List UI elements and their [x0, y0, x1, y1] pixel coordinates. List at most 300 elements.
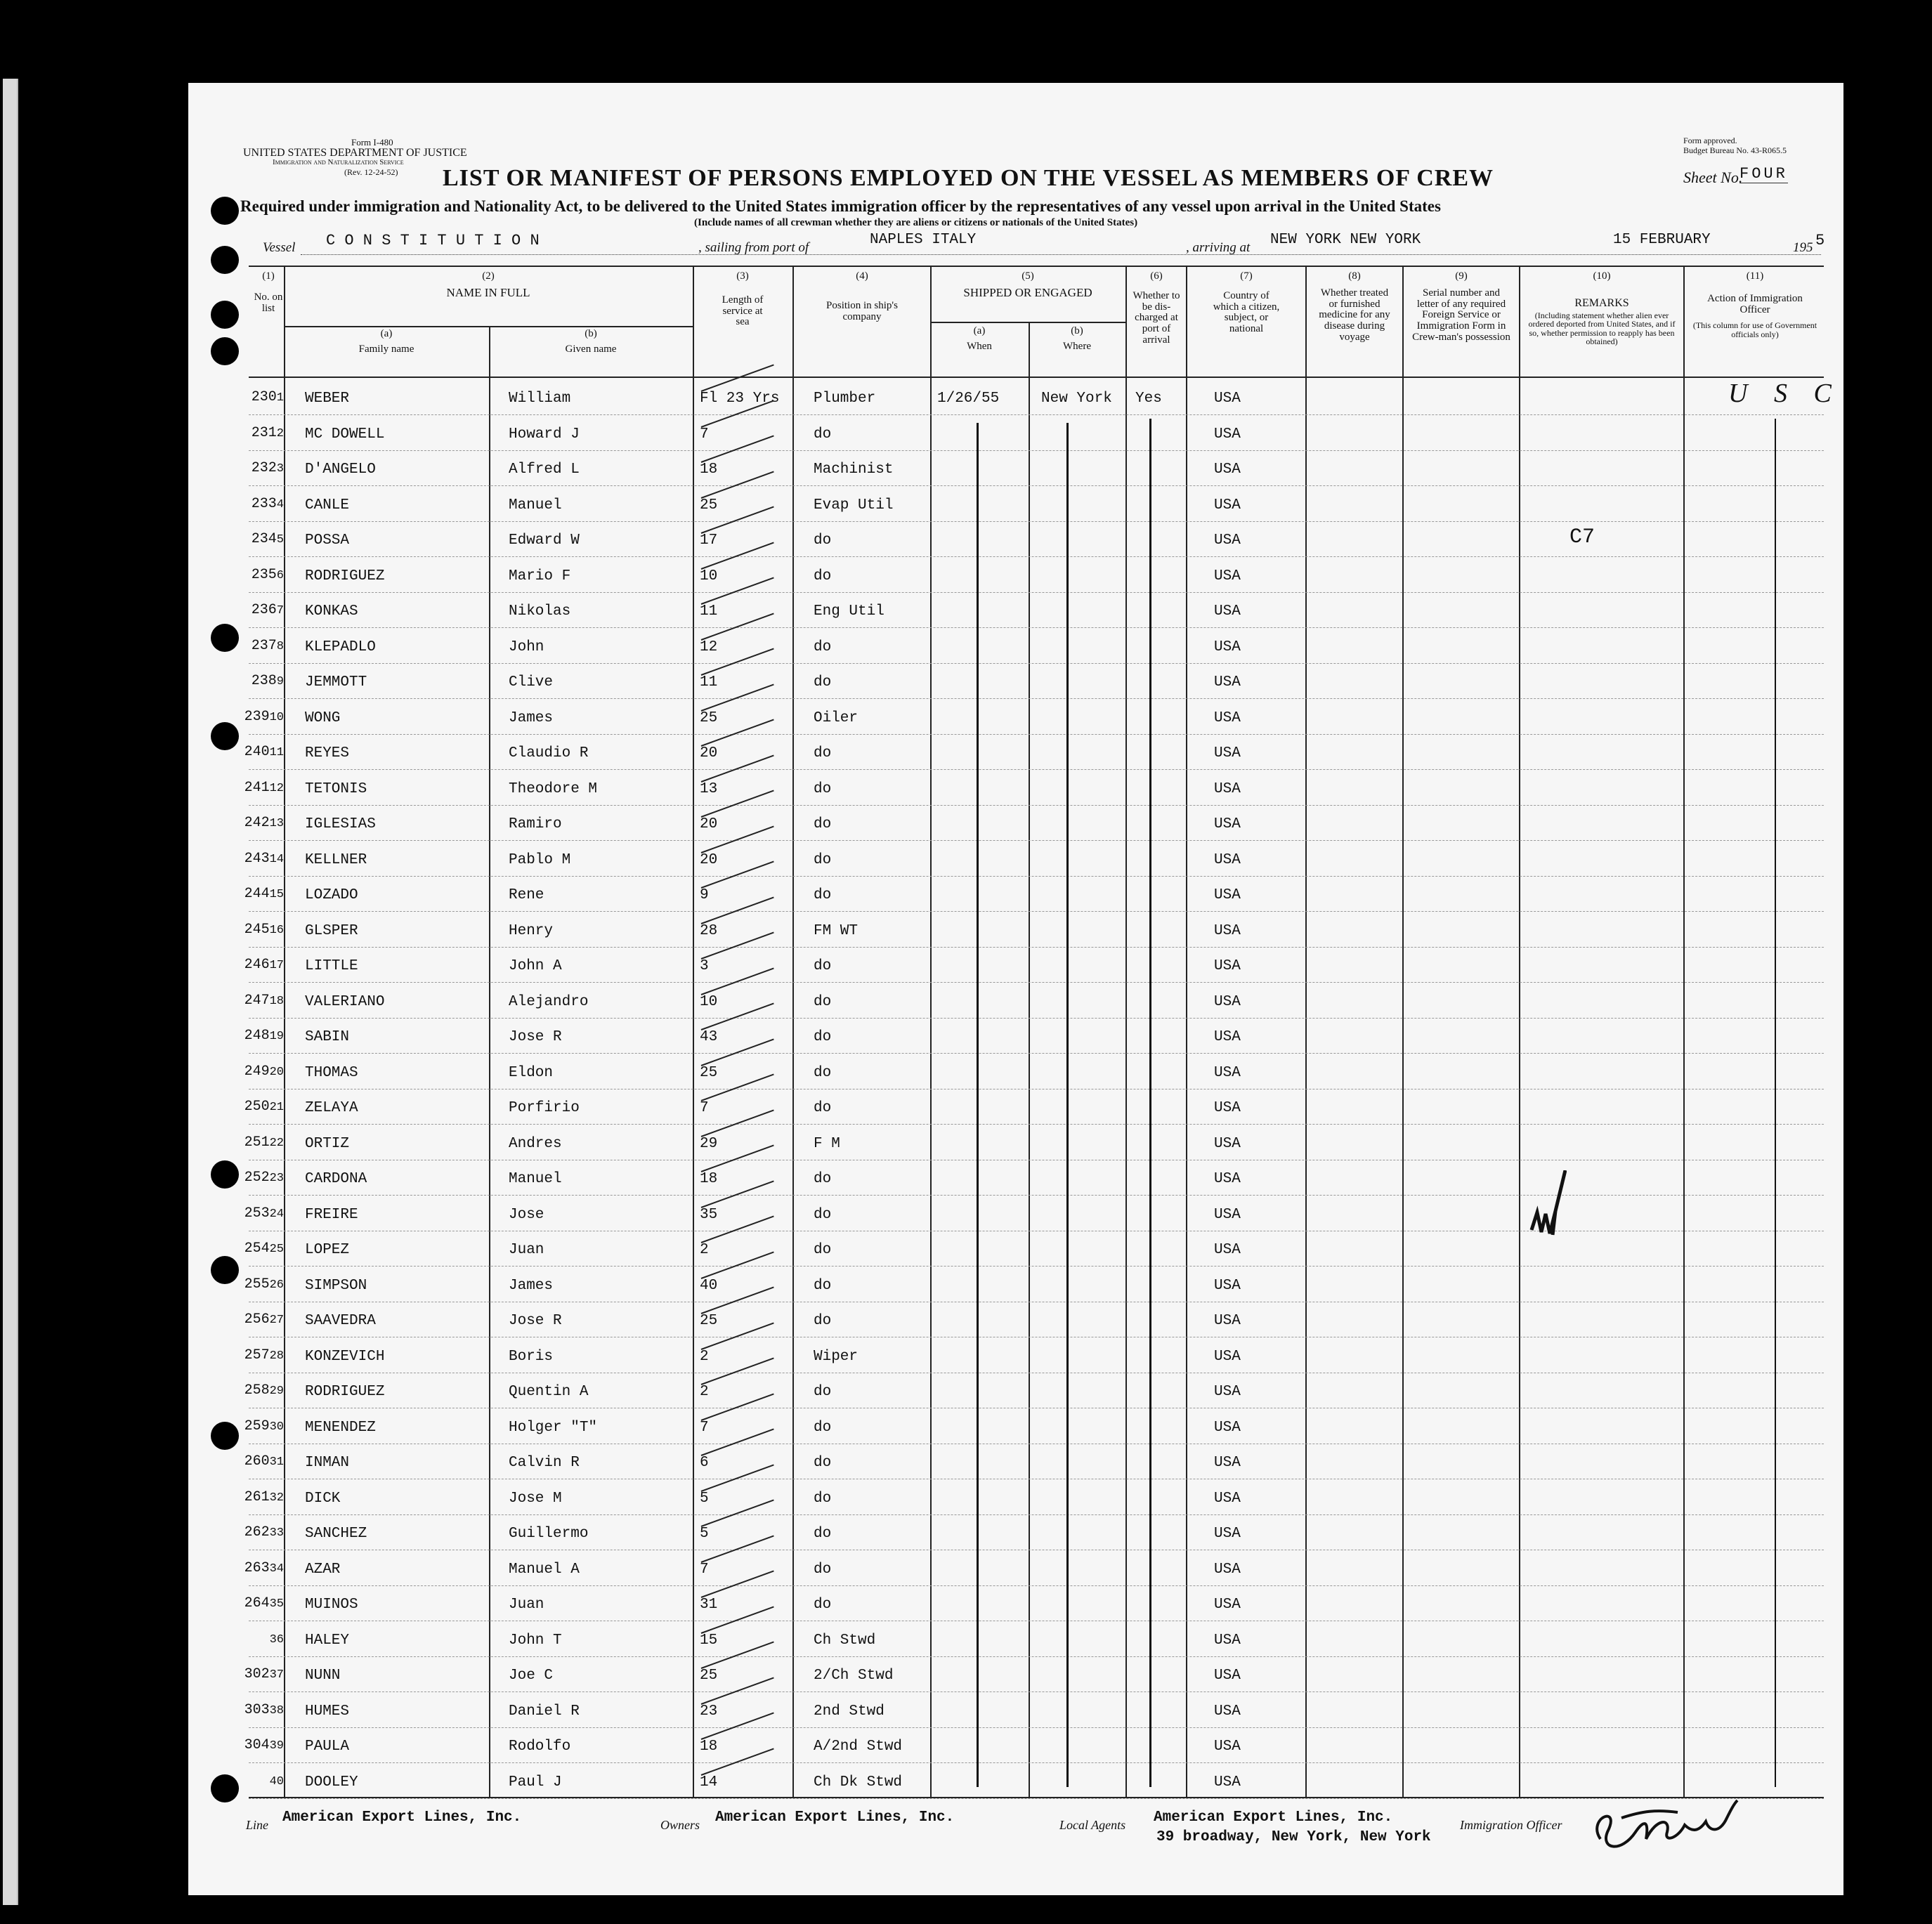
- position-cell: Ch Stwd: [814, 1632, 876, 1649]
- stamp-number: 236: [251, 602, 277, 618]
- ditto-tick: [701, 364, 774, 392]
- agency-line1: UNITED STATES DEPARTMENT OF JUSTICE: [243, 147, 467, 159]
- col5b-num: (b): [1071, 325, 1083, 336]
- col4-num: (4): [856, 270, 868, 282]
- family-name-cell: CANLE: [305, 497, 350, 513]
- service-cell: Fl 23 Yrs: [700, 391, 780, 407]
- given-name-cell: John T: [509, 1632, 562, 1649]
- col2-num: (2): [482, 270, 495, 282]
- service-cell: 25: [700, 497, 718, 513]
- stamp-number: 230: [251, 389, 277, 405]
- col1-label: No. on list: [254, 291, 283, 314]
- service-cell: 5: [700, 1490, 709, 1507]
- list-number: 15: [269, 888, 284, 901]
- service-cell: 7: [700, 1100, 709, 1116]
- stamp-number: 264: [244, 1595, 270, 1611]
- list-number: 6: [276, 568, 284, 582]
- list-number: 26: [269, 1278, 284, 1292]
- family-name-cell: POSSA: [305, 532, 350, 549]
- position-cell: do: [814, 674, 832, 691]
- family-name-cell: KONZEVICH: [305, 1348, 385, 1365]
- service-cell: 7: [700, 426, 709, 443]
- given-name-cell: John: [509, 639, 544, 655]
- position-cell: Evap Util: [814, 497, 894, 513]
- page-edge: [3, 79, 18, 1905]
- family-name-cell: SANCHEZ: [305, 1526, 367, 1542]
- country-cell: USA: [1214, 887, 1241, 903]
- service-cell: 25: [700, 1064, 718, 1081]
- service-cell: 11: [700, 674, 718, 691]
- agency-line2: Immigration and Naturalization Service: [273, 158, 404, 166]
- country-cell: USA: [1214, 674, 1241, 691]
- list-number: 33: [269, 1526, 284, 1540]
- list-number: 28: [269, 1349, 284, 1363]
- given-name-cell: Andres: [509, 1135, 562, 1152]
- col2b-label: Given name: [565, 343, 617, 355]
- given-name-cell: Manuel: [509, 497, 562, 513]
- family-name-cell: RODRIGUEZ: [305, 568, 385, 584]
- stamp-number: 255: [244, 1276, 270, 1293]
- stamp-number: 259: [244, 1418, 270, 1434]
- family-name-cell: TETONIS: [305, 780, 367, 797]
- service-cell: 28: [700, 922, 718, 939]
- binding-holes: [211, 197, 253, 1883]
- given-name-cell: Daniel R: [509, 1703, 580, 1720]
- punch-hole: [211, 1160, 239, 1189]
- stamp-number: 235: [251, 566, 277, 583]
- stamp-number: 256: [244, 1311, 270, 1328]
- given-name-cell: Jose M: [509, 1490, 562, 1507]
- shipped-where-cell: New York: [1041, 391, 1112, 407]
- col5b-label: Where: [1063, 340, 1091, 352]
- family-name-cell: SIMPSON: [305, 1277, 367, 1294]
- given-name-cell: Jose R: [509, 1029, 562, 1045]
- position-cell: do: [814, 532, 832, 549]
- arriving-port: NEW YORK NEW YORK: [1270, 232, 1421, 248]
- service-cell: 7: [700, 1561, 709, 1578]
- given-name-cell: Jose: [509, 1206, 544, 1223]
- service-cell: 2: [700, 1242, 709, 1258]
- family-name-cell: MC DOWELL: [305, 426, 385, 443]
- position-cell: do: [814, 1419, 832, 1436]
- stamp-number: 262: [244, 1524, 270, 1540]
- row-rule: [249, 1514, 1824, 1515]
- given-name-cell: Manuel A: [509, 1561, 580, 1578]
- ditto-line-when: [977, 423, 979, 1787]
- list-number: 21: [269, 1101, 284, 1114]
- country-cell: USA: [1214, 1739, 1241, 1755]
- position-cell: do: [814, 958, 832, 974]
- col1-num: (1): [262, 270, 275, 282]
- stamp-number: 304: [244, 1737, 270, 1753]
- vessel-underline: [301, 254, 1821, 255]
- list-number: 19: [269, 1030, 284, 1043]
- country-cell: USA: [1214, 426, 1241, 443]
- col8-label: Whether treated or furnished medicine for any disease during voyage: [1319, 287, 1390, 343]
- col11-label: Action of Immigration Officer: [1707, 292, 1803, 315]
- col-sep: [1519, 266, 1520, 1797]
- col-sep: [1683, 266, 1685, 1797]
- col5b-header: [1029, 326, 1125, 353]
- country-cell: USA: [1214, 1313, 1241, 1329]
- stamp-number: 244: [244, 886, 270, 902]
- row-rule: [249, 1266, 1824, 1267]
- vessel-label: Vessel: [263, 240, 296, 255]
- col5a-num: (a): [973, 325, 986, 336]
- family-name-cell: WEBER: [305, 391, 350, 407]
- position-cell: do: [814, 1526, 832, 1542]
- form-note: (Include names of all crewman whether they are aliens or citizens or nationals of the United States): [694, 217, 1138, 228]
- family-name-cell: RODRIGUEZ: [305, 1384, 385, 1400]
- country-cell: USA: [1214, 1774, 1241, 1791]
- manifest-sheet: [188, 83, 1843, 1895]
- stamp-number: 303: [244, 1701, 270, 1718]
- revision-date: (Rev. 12-24-52): [344, 167, 398, 177]
- ditto-line-discharge: [1149, 419, 1151, 1787]
- ditto-tick: [701, 1428, 774, 1456]
- list-number: 2: [276, 426, 284, 440]
- form-number: Form I-480: [351, 137, 393, 148]
- position-cell: Ch Dk Stwd: [814, 1774, 903, 1791]
- col10-header: [1520, 271, 1683, 346]
- list-number: 1: [276, 391, 284, 405]
- list-number: 39: [269, 1739, 284, 1753]
- sailing-label: , sailing from port of: [698, 240, 809, 255]
- list-number: 24: [269, 1207, 284, 1221]
- col-sep: [1186, 266, 1187, 1797]
- position-cell: do: [814, 1242, 832, 1258]
- row-rule: [249, 1018, 1824, 1019]
- family-name-cell: THOMAS: [305, 1064, 358, 1081]
- footer-owners-label: Owners: [660, 1818, 700, 1832]
- position-cell: do: [814, 851, 832, 868]
- col-sep: [1402, 266, 1404, 1797]
- list-number: 36: [269, 1632, 284, 1647]
- family-name-cell: HALEY: [305, 1632, 350, 1649]
- row-rule: [249, 1124, 1824, 1125]
- col2a-num: (a): [380, 328, 393, 339]
- sailing-port: NAPLES ITALY: [870, 232, 977, 248]
- header-bottom-rule: [249, 377, 1824, 378]
- remark-c7: C7: [1569, 525, 1595, 549]
- col2b-num: (b): [585, 328, 597, 339]
- col2a-label: Family name: [358, 343, 415, 355]
- given-name-cell: Alfred L: [509, 462, 580, 478]
- list-number: 25: [269, 1243, 284, 1256]
- col7-label: Country of which a citizen, subject, or national: [1213, 289, 1280, 334]
- country-cell: USA: [1214, 1206, 1241, 1223]
- ditto-tick: [701, 1464, 774, 1492]
- given-name-cell: James: [509, 709, 554, 726]
- row-rule: [249, 521, 1824, 522]
- country-cell: USA: [1214, 1277, 1241, 1294]
- given-name-cell: Edward W: [509, 532, 580, 549]
- footer-agents-value: American Export Lines, Inc.: [1154, 1810, 1393, 1826]
- position-cell: do: [814, 1384, 832, 1400]
- service-cell: 18: [700, 1171, 718, 1187]
- ditto-tick: [701, 1357, 774, 1385]
- list-number: 37: [269, 1668, 284, 1682]
- footer-owners-value: American Export Lines, Inc.: [715, 1810, 955, 1826]
- col-sep: [1125, 266, 1127, 1797]
- subheader-rule: [284, 326, 693, 327]
- year-prefix: 195: [1793, 240, 1813, 255]
- row-rule: [249, 1053, 1824, 1054]
- col11-header: [1685, 271, 1825, 339]
- position-cell: Machinist: [814, 462, 894, 478]
- col5a-label: When: [967, 340, 992, 352]
- given-name-cell: Eldon: [509, 1064, 554, 1081]
- family-name-cell: INMAN: [305, 1455, 350, 1471]
- col5a-header: [930, 326, 1029, 353]
- service-cell: 31: [700, 1597, 718, 1613]
- position-cell: Oiler: [814, 709, 859, 726]
- given-name-cell: Howard J: [509, 426, 580, 443]
- sheet-number-value: FOUR: [1740, 165, 1788, 183]
- service-cell: 20: [700, 851, 718, 868]
- list-number: 40: [269, 1774, 284, 1788]
- row-rule: [249, 414, 1824, 415]
- service-cell: 10: [700, 568, 718, 584]
- list-number: 29: [269, 1385, 284, 1398]
- table-top-rule: [249, 266, 1824, 267]
- col1-header: [253, 271, 284, 314]
- position-cell: 2nd Stwd: [814, 1703, 885, 1720]
- col7-num: (7): [1240, 270, 1253, 282]
- row-rule: [249, 450, 1824, 451]
- list-number: 7: [276, 604, 284, 617]
- position-cell: do: [814, 993, 832, 1010]
- scribble-mark: [1525, 1170, 1560, 1212]
- service-cell: 9: [700, 887, 709, 903]
- row-rule: [249, 1691, 1824, 1692]
- given-name-cell: Theodore M: [509, 780, 598, 797]
- row-rule: [249, 982, 1824, 983]
- punch-hole: [211, 301, 239, 329]
- list-number: 3: [276, 462, 284, 476]
- list-number: 14: [269, 852, 284, 866]
- family-name-cell: ORTIZ: [305, 1135, 350, 1152]
- row-rule: [249, 769, 1824, 770]
- stamp-number: 254: [244, 1241, 270, 1257]
- family-name-cell: DOOLEY: [305, 1774, 358, 1791]
- stamp-number: 249: [244, 1063, 270, 1080]
- footer-line-label: Line: [246, 1818, 269, 1832]
- service-cell: 25: [700, 1313, 718, 1329]
- country-cell: USA: [1214, 780, 1241, 797]
- ditto-line-col11: [1775, 419, 1776, 1787]
- position-cell: do: [814, 816, 832, 832]
- col3-header: [697, 271, 788, 328]
- position-cell: do: [814, 1490, 832, 1507]
- stamp-number: 261: [244, 1488, 270, 1505]
- given-name-cell: Mario F: [509, 568, 571, 584]
- list-number: 20: [269, 1065, 284, 1079]
- col9-label: Serial number and letter of any required Foreign Service or Immigration Form in Crew-man's possession: [1412, 287, 1510, 343]
- position-cell: A/2nd Stwd: [814, 1739, 903, 1755]
- family-name-cell: FREIRE: [305, 1206, 358, 1223]
- service-cell: 2: [700, 1348, 709, 1365]
- service-cell: 14: [700, 1774, 718, 1791]
- family-name-cell: GLSPER: [305, 922, 358, 939]
- country-cell: USA: [1214, 1384, 1241, 1400]
- country-cell: USA: [1214, 462, 1241, 478]
- country-cell: USA: [1214, 568, 1241, 584]
- position-cell: F M: [814, 1135, 840, 1152]
- form-subtitle: Required under immigration and Nationality Act, to be delivered to the United States immigration officer by the representatives of any vessel upon arrival in the United States: [240, 197, 1441, 215]
- row-rule: [249, 592, 1824, 593]
- col9-header: [1404, 271, 1519, 343]
- given-name-cell: Paul J: [509, 1774, 562, 1791]
- given-name-cell: Alejandro: [509, 993, 589, 1010]
- approval-line1: Form approved.: [1683, 136, 1737, 145]
- stamp-number: 234: [251, 531, 277, 547]
- given-name-cell: Boris: [509, 1348, 554, 1365]
- service-cell: 13: [700, 780, 718, 797]
- family-name-cell: CARDONA: [305, 1171, 367, 1187]
- stamp-number: 237: [251, 637, 277, 654]
- stamp-number: 241: [244, 779, 270, 796]
- service-cell: 43: [700, 1029, 718, 1045]
- country-cell: USA: [1214, 639, 1241, 655]
- stamp-number: 245: [244, 921, 270, 938]
- country-cell: USA: [1214, 922, 1241, 939]
- position-cell: do: [814, 1029, 832, 1045]
- given-name-cell: Guillermo: [509, 1526, 589, 1542]
- footer-officer-label: Immigration Officer: [1460, 1818, 1562, 1832]
- family-name-cell: AZAR: [305, 1561, 341, 1578]
- given-name-cell: Quentin A: [509, 1384, 589, 1400]
- col11-mark: U S C: [1728, 379, 1841, 408]
- family-name-cell: NUNN: [305, 1668, 341, 1684]
- col6-label: Whether to be dis-charged at port of arrival: [1133, 289, 1180, 346]
- punch-hole: [211, 722, 239, 750]
- country-cell: USA: [1214, 532, 1241, 549]
- given-name-cell: Calvin R: [509, 1455, 580, 1471]
- given-name-cell: James: [509, 1277, 554, 1294]
- stamp-number: 251: [244, 1134, 270, 1151]
- stamp-number: 257: [244, 1347, 270, 1363]
- country-cell: USA: [1214, 1242, 1241, 1258]
- family-name-cell: DICK: [305, 1490, 341, 1507]
- col-sep: [1305, 266, 1307, 1797]
- country-cell: USA: [1214, 1632, 1241, 1649]
- family-name-cell: JEMMOTT: [305, 674, 367, 691]
- col-sep: [693, 266, 694, 1797]
- stamp-number: 239: [244, 708, 270, 725]
- family-name-cell: IGLESIAS: [305, 816, 376, 832]
- list-number: 30: [269, 1420, 284, 1434]
- row-rule: [249, 663, 1824, 664]
- ditto-tick: [701, 1393, 774, 1421]
- list-number: 18: [269, 994, 284, 1008]
- scribble-icon: [1525, 1170, 1567, 1255]
- row-rule: [249, 698, 1824, 699]
- given-name-cell: Claudio R: [509, 745, 589, 761]
- position-cell: Eng Util: [814, 603, 885, 620]
- service-cell: 17: [700, 532, 718, 549]
- service-cell: 3: [700, 958, 709, 974]
- family-name-cell: HUMES: [305, 1703, 350, 1720]
- service-cell: 10: [700, 993, 718, 1010]
- country-cell: USA: [1214, 1419, 1241, 1436]
- stamp-number: 260: [244, 1453, 270, 1470]
- list-number: 34: [269, 1562, 284, 1576]
- row-rule: [249, 485, 1824, 486]
- country-cell: USA: [1214, 1348, 1241, 1365]
- country-cell: USA: [1214, 1029, 1241, 1045]
- col5-num: (5): [1022, 270, 1034, 282]
- stamp-number: 233: [251, 495, 277, 512]
- country-cell: USA: [1214, 1455, 1241, 1471]
- country-cell: USA: [1214, 816, 1241, 832]
- position-cell: do: [814, 639, 832, 655]
- approval-line2: Budget Bureau No. 43-R065.5: [1683, 145, 1787, 155]
- stamp-number: 248: [244, 1028, 270, 1044]
- ditto-tick: [701, 435, 774, 463]
- row-rule: [249, 627, 1824, 628]
- position-cell: do: [814, 426, 832, 443]
- given-name-cell: Clive: [509, 674, 554, 691]
- position-cell: do: [814, 1455, 832, 1471]
- footer-agents-label: Local Agents: [1059, 1818, 1126, 1832]
- list-number: 11: [269, 746, 284, 759]
- col2-header: [284, 271, 693, 299]
- given-name-cell: Rodolfo: [509, 1739, 571, 1755]
- ditto-tick: [701, 1535, 774, 1563]
- position-cell: 2/Ch Stwd: [814, 1668, 894, 1684]
- list-number: 5: [276, 533, 284, 547]
- col4-header: [795, 271, 929, 322]
- family-name-cell: SAAVEDRA: [305, 1313, 376, 1329]
- stamp-number: 253: [244, 1205, 270, 1222]
- given-name-cell: Rene: [509, 887, 544, 903]
- ditto-tick: [701, 1570, 774, 1598]
- row-rule: [249, 840, 1824, 841]
- stamp-number: 231: [251, 424, 277, 441]
- col-sep: [792, 266, 794, 1797]
- col10-num: (10): [1593, 270, 1611, 282]
- service-cell: 7: [700, 1419, 709, 1436]
- list-number: 4: [276, 497, 284, 511]
- service-cell: 25: [700, 1668, 718, 1684]
- country-cell: USA: [1214, 851, 1241, 868]
- country-cell: USA: [1214, 1135, 1241, 1152]
- ditto-tick: [701, 1109, 774, 1137]
- col5-header: [930, 271, 1125, 299]
- stamp-number: 247: [244, 992, 270, 1009]
- col3-label: Length of service at sea: [722, 294, 764, 328]
- family-name-cell: D'ANGELO: [305, 462, 376, 478]
- stamp-number: 232: [251, 460, 277, 476]
- service-cell: 23: [700, 1703, 718, 1720]
- row-rule: [249, 805, 1824, 806]
- stamp-number: 250: [244, 1099, 270, 1115]
- stamp-number: 242: [244, 815, 270, 831]
- list-number: 10: [269, 710, 284, 724]
- position-cell: do: [814, 1597, 832, 1613]
- given-name-cell: Pablo M: [509, 851, 571, 868]
- col-sep: [489, 326, 490, 1797]
- stamp-number: 258: [244, 1382, 270, 1399]
- country-cell: USA: [1214, 603, 1241, 620]
- service-cell: 11: [700, 603, 718, 620]
- position-cell: FM WT: [814, 922, 859, 939]
- row-rule: [249, 1762, 1824, 1763]
- row-rule: [249, 734, 1824, 735]
- stamp-number: 302: [244, 1666, 270, 1682]
- shipped-when-cell: 1/26/55: [937, 391, 1000, 407]
